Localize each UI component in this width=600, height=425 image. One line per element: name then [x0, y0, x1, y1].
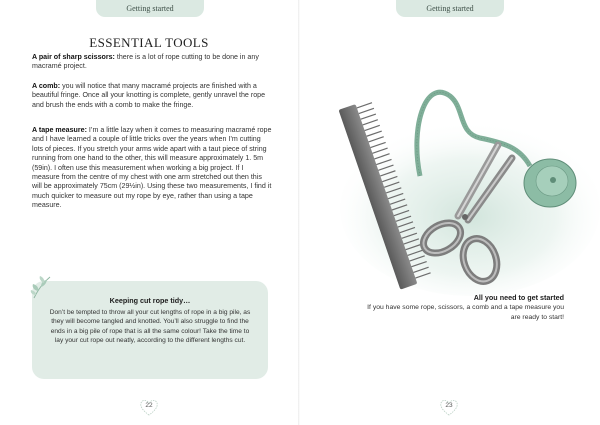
tool-term: A comb:	[32, 82, 61, 90]
tools-illustration	[330, 88, 600, 298]
tool-item-comb	[32, 82, 272, 110]
tape-measure-icon	[524, 159, 576, 207]
right-page	[300, 0, 600, 425]
tool-item-scissors	[32, 53, 272, 72]
header-tab: Getting started	[396, 0, 504, 17]
tool-text: there is a lot of rope cutting to be done in any macramé project.	[32, 53, 259, 71]
header-tab: Getting started	[96, 0, 204, 17]
tip-title: Keeping cut rope tidy…	[109, 296, 191, 305]
page-number	[138, 396, 160, 418]
tip-box	[32, 281, 268, 379]
tool-term: A pair of sharp scissors:	[32, 53, 115, 61]
tip-body: Don’t be tempted to throw all your cut lengths of rope in a big pile, as they will become tangled and knotted. You’ll also struggle to find the ends in a big pile of rope that is all the same colour! Take the time to lay your cut rope out neatly, according to the different lengths cut.	[49, 309, 251, 344]
leaf-sprig-icon	[30, 274, 54, 300]
page-number	[438, 396, 460, 418]
tool-text: I’m a little lazy when it comes to measuring macramé rope and I have learned a couple of little tricks over the years when I’m cutting lots of pieces. If you stretch your arms wide apart with a taut piece of string running from one hand to the other, this will measure approximately 1. 5m (59in). I often use this measurement when working a big project. If I measure from the centre of my chest with one arm stretched out then this will be approximately 75cm (29½in). Using these two measurements, I find it much quicker to measure out my rope by eye, rather than using a tape measure.	[32, 126, 272, 210]
caption-title: All you need to get started	[473, 293, 564, 302]
page-number-label: 22	[145, 402, 153, 409]
tool-term: A tape measure:	[32, 126, 87, 134]
tool-text: you will notice that many macramé projects are finished with a beautiful fringe. Once all your knotting is complete, gently unravel the rope and brush the ends with a comb to make the fringe.	[32, 82, 266, 109]
tool-item-tape-measure	[32, 126, 272, 211]
illustration-caption	[364, 293, 564, 322]
caption-body: If you have some rope, scissors, a comb and a tape measure you are ready to start!	[367, 304, 564, 321]
page-title: ESSENTIAL TOOLS	[89, 35, 209, 50]
page-number-label: 23	[445, 402, 453, 409]
